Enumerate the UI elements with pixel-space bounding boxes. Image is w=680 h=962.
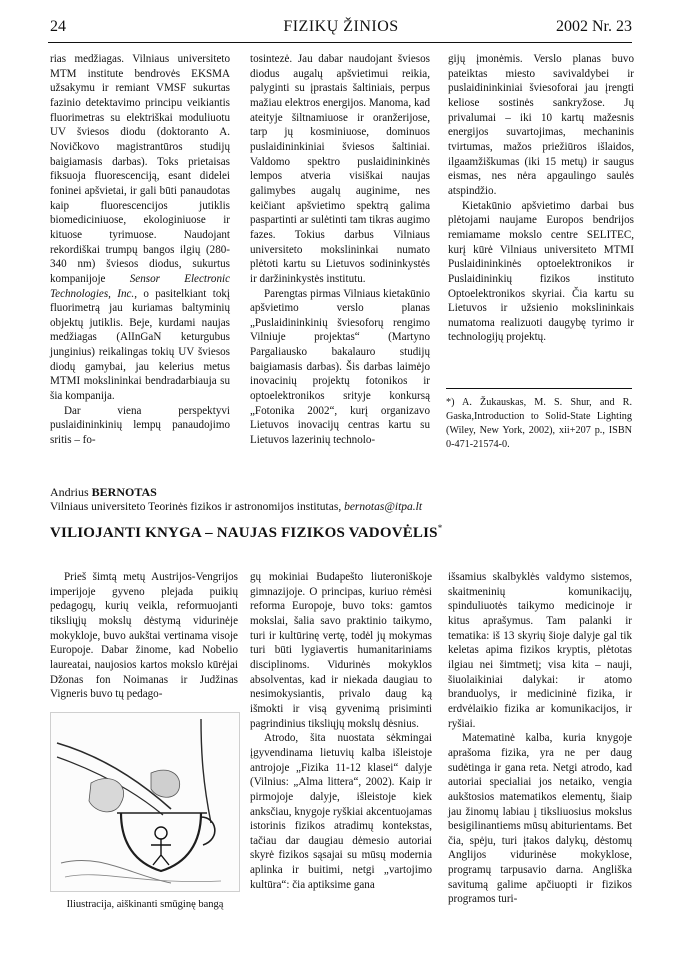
paragraph: gų mokiniai Budapešto liuteroniškoje gimnazijoje. O principas, kuriuo rėmėsi reforma Europoje, buvo toks: gamtos mokslai, šalia savo praktinio taikymo, turi ir kultūrinę vertę, todėl jų mokymas turi būti lygiavertis humanitariniams disciplinoms. Vidurinės mokyklos absolventas, kad ir niekada daugiau to nesimokysiantis, privalo daug ką išmokti ir visą gyvenimą prisiminti pagrindinius tiksliųjų mokslų dėsnius. xyxy=(250,571,432,730)
article1-column-1 xyxy=(50,52,230,448)
article2-column-3 xyxy=(448,570,632,907)
journal-title: FIZIKŲ ŽINIOS xyxy=(283,18,399,35)
paragraph: Kietakūnio apšvietimo darbai bus plėtojami naujame Europos bendrijos remiamame mokslo centre SELITEC, kurį kūrė Vilniaus universiteto MTMI Puslaidininkinės optoelektronikos ir Puslaidininkių fizikos instituto Optoelektronikos skyriai. Čia kartu su Lietuvos ir užsienio mokslininkais numatoma realizuoti daugybę tyrimo ir technologijų projektų. xyxy=(448,199,634,344)
author-email: bernotas@itpa.lt xyxy=(344,501,423,513)
article2-column-1 xyxy=(50,570,238,702)
illustration-figure xyxy=(50,712,240,892)
article-title: VILIOJANTI KNYGA – NAUJAS FIZIKOS VADOVĖLIS* xyxy=(50,523,443,541)
author-affiliation: Vilniaus universiteto Teorinės fizikos ir astronomijos institutas, bernotas@itpa.lt xyxy=(50,501,423,513)
article2-column-2 xyxy=(250,570,432,892)
author-name: Andrius BERNOTAS xyxy=(50,485,157,499)
company-name: Sensor Electronic Technologies, Inc. xyxy=(50,272,230,300)
page-header xyxy=(50,18,632,40)
figure-caption: Iliustracija, aiškinanti smūginę bangą xyxy=(66,899,224,910)
paragraph: išsamius skalbyklės valdymo sistemos, skaitmeninių komunikacijų, spinduliuotės taikymo medicinoje ir kitus aprašymus. Tam palanki ir tematika: iš 13 skyrių šioje dalyje gal tik keletas apima fizikos kryptis, plėtotas ilgiau nei šimtmetį; visa kita – nauji, šiuolaikiniai dalykai: ir atomo branduolys, ir medicininė fizika, ir erdvėlaikio fizika ar komunikacijos, ir ryšiai. xyxy=(448,571,632,730)
paragraph: Atrodo, šita nuostata sėkmingai įgyvendinama lietuvių kalba išleistoje antrojoje „Fizika 11-12 klasei“ dalyje (Vilnius: „Alma littera“, 2002). Kaip ir pirmojoje dalyje, išleistoje kiek anksčiau, knygoje ryškiai akcentuojamas istorinis fizikos atradimų kontekstas, tačiau dar daugiau dėmesio autoriai skyrė fizikos sąsajai su mūsų modernia aplinka ir buitimi, netgi „vartojimo kultūra“: čia aptiksime gana xyxy=(250,732,432,891)
paragraph: Prieš šimtą metų Austrijos-Vengrijos imperijoje gyveno plejada puikių pedagogų, kurių veikla, reformuojanti tiksliųjų mokslų dėstymą vidurinėje mokykloje, buvo aukštai vertinama visoje Europoje. Dabar žinome, kad Nobelio laureatai, naujosios kartos mokslo kūrėjai Džonas fon Noimanas ir Judžinas Vigneris buvo tų pedago- xyxy=(50,571,238,701)
title-footnote-mark: * xyxy=(437,523,443,533)
paragraph: rias medžiagas. Vilniaus universiteto MTM institute bendrovės EKSMA užsakymu ir remiant VMSF sukurtas fazinio detektavimo principu veikiantis fluorimetras su elektriškai moduliuotu UV šviesos diodu (doktoranto A. Novičkovo magistrantūros studijų baigiamasis darbas). Toks prietaisas fiksuoja fluorescenciją, esant didelei foninei apšvietai, ir gali būti panaudotas kaip fluorescencijos jutiklis biomediciniuose, ekologiniuose ir kituose tyrimuose. Naudojant rekordiškai trumpų bangos ilgių (280-340 nm) šviesos diodus, sukurtus kompanijoje Sensor Electronic Technologies, Inc., o pasitelkiant tokį fluorimetrą jau kuriamas baltyminių objektų jutiklis. Beje, kurdami naujas medžiagas (AlInGaN keturgubus junginius) reikalingas tokių UV šviesos diodų gamybai, jau kelerius metus MTMI mokslininkai bendradarbiauja su šia kompanija. xyxy=(50,53,231,403)
paragraph: Matematinė kalba, kuria knygoje aprašoma fizika, yra ne per daug sudėtinga ir gana reta. Netgi atrodo, kad autoriai specialiai jos netaiko, vengia aukštosios matematikos elementų, šiaip jau žinomų labiau į tiksliuosius mokslus besigilinantiems mūsų abiturientams. Bet čia, spėju, turi įtakos dalykų, dėstomų Anglijos vidurinėse mokyklose, programų tarpusavio darna. Angliška savitumą galime apčiuopti ir fizikos programos turi- xyxy=(448,732,632,906)
article1-column-3 xyxy=(448,52,634,345)
page-number: 24 xyxy=(50,18,66,35)
footnote-rule xyxy=(446,388,632,389)
header-rule xyxy=(48,42,632,43)
article1-column-2 xyxy=(250,52,430,448)
footnote: *) A. Žukauskas, M. S. Shur, and R. Gaska,Introduction to Solid-State Lighting (Wiley, New York, 2002), xii+207 p., ISBN 0-471-21574-0. xyxy=(446,397,632,450)
issue-label: 2002 Nr. 23 xyxy=(556,18,632,35)
paragraph: Parengtas pirmas Vilniaus kietakūnio apšvietimo verslo planas „Puslaidininkinių šviesoforų rengimo Vilniuje projektas“ (Martyno Pargaliausko bakalauro studijų baigiamasis darbas). Šis darbas laimėjo inovacinių projektų fotonikos ir optoelektronikos srityje konkursą „Fotonika 2002“, kurį organizavo Lietuvos inovacijų centras kartu su Lietuvos lazerinių technolo- xyxy=(250,287,430,447)
paragraph: gijų įmonėmis. Verslo planas buvo pateiktas miesto savivaldybei ir puslaidininkiniai šviesoforai jau įrengti keliose sostinės sankryžose. Jų privalumai – iki 10 kartų mažesnis energijos suvartojimas, mechaninis tvirtumas, mažos priežiūros išlaidos, ilgaamžiškumas (iki 15 metų) ir saugus eismas, nes nėra apgaulingo saulės atspindžio. xyxy=(448,53,634,197)
shock-wave-illustration xyxy=(51,713,239,891)
paragraph: Dar viena perspektyvi puslaidininkinių lempų panaudojimo sritis – fo- xyxy=(50,404,230,447)
paragraph: tosintezė. Jau dabar naudojant šviesos diodus augalų apšvietimui reikia, palyginti su įprastais šaltiniais, perpus mažiau elektros energijos. Manoma, kad ateityje šiltnamiuose ir oranžerijose, tarp jų kosminiuose, dominuos puslaidininkiniai šviesos šaltiniai. Valdomo spektro puslaidininkinės lempos atveria visiškai naujas galimybes augalų auginime, nes keičiant apšvietimo spektrą galima paspartinti ar sulėtinti tam tikras augimo fazes. Tokius darbus Vilniaus universiteto mokslininkai numato plėtoti kartu su Lietuvos sodininkystės ir daržininkystės institutu. xyxy=(250,53,430,285)
